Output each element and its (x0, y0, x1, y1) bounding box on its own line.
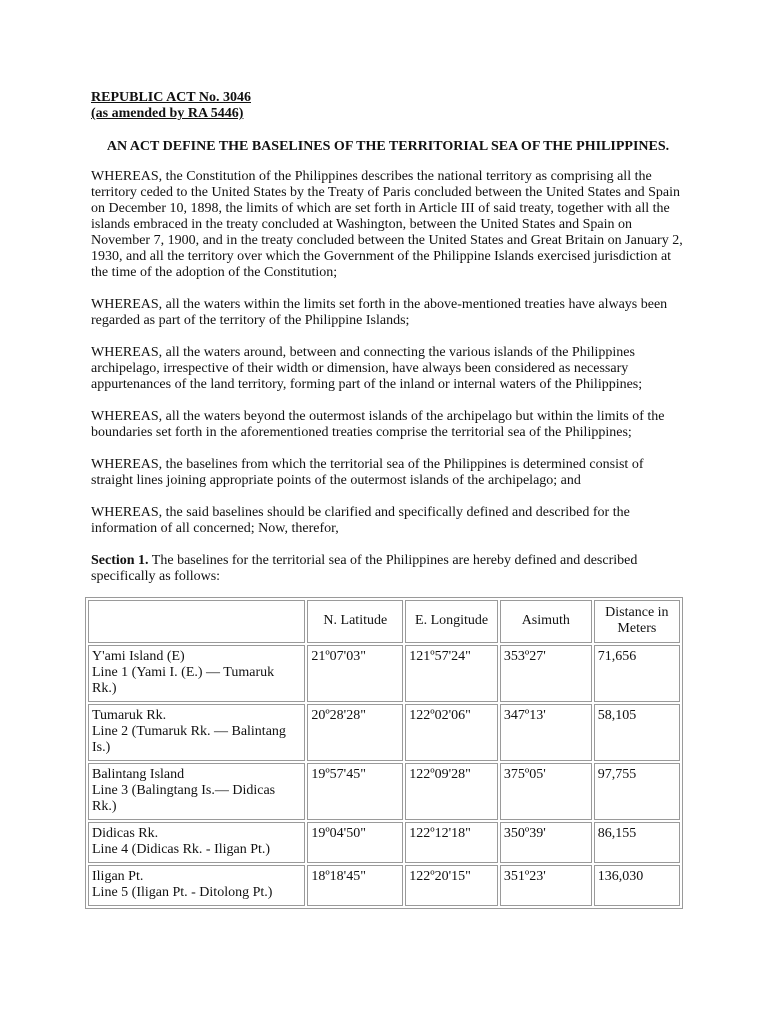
latitude-cell: 19º04'50" (307, 822, 403, 863)
distance-cell: 58,105 (594, 704, 680, 761)
point-name: Balintang Island (92, 767, 185, 782)
latitude-cell: 18º18'45" (307, 865, 403, 906)
whereas-paragraph: WHEREAS, the said baselines should be clarified and specifically defined and described for the information of all concerned; Now, therefor, (91, 505, 630, 536)
header-longitude: E. Longitude (405, 600, 498, 643)
latitude-cell: 21º07'03" (307, 645, 403, 702)
document-page (91, 90, 685, 909)
distance-cell: 97,755 (594, 763, 680, 820)
line-description: Line 5 (Iligan Pt. - Ditolong Pt.) (92, 885, 273, 900)
section-1-paragraph (91, 553, 685, 585)
point-cell (88, 704, 305, 761)
asimuth-cell: 351º23' (500, 865, 592, 906)
point-cell (88, 763, 305, 820)
point-name: Tumaruk Rk. (92, 708, 167, 723)
baselines-table (85, 597, 683, 909)
whereas-paragraph: WHEREAS, all the waters beyond the outermost islands of the archipelago but within the limits of the boundaries set forth in the aforementioned treaties comprise the territorial sea of the Philippines; (91, 409, 665, 440)
point-cell (88, 865, 305, 906)
table-row (88, 822, 680, 863)
point-name: Didicas Rk. (92, 826, 159, 841)
distance-cell: 71,656 (594, 645, 680, 702)
act-title: AN ACT DEFINE THE BASELINES OF THE TERRITORIAL SEA OF THE PHILIPPINES. (106, 139, 670, 154)
whereas-paragraph: WHEREAS, the Constitution of the Philippines describes the national territory as comprising all the territory ceded to the United States by the Treaty of Paris concluded between the United States and Spain on December 10, 1898, the limits of which are set forth in Article III of said treaty, together with all the islands embraced in the treaty concluded at Washington, between the United States and Spain on November 7, 1900, and in the treaty concluded between the United States and Great Britain on January 2, 1930, and all the territory over which the Government of the Philippine Islands exercised jurisdiction at the time of the adoption of the Constitution; (91, 169, 683, 280)
section-1-text: The baselines for the territorial sea of the Philippines are hereby defined and described specifically as follows: (91, 553, 638, 584)
latitude-cell: 20º28'28" (307, 704, 403, 761)
table-header-row (88, 600, 680, 643)
header-latitude: N. Latitude (307, 600, 403, 643)
whereas-paragraph: WHEREAS, all the waters around, between and connecting the various islands of the Philippines archipelago, irrespective of their width or dimension, have always been considered as necessary appurtenances of the land territory, forming part of the inland or internal waters of the Philippines; (91, 345, 643, 392)
asimuth-cell: 375º05' (500, 763, 592, 820)
distance-cell: 136,030 (594, 865, 680, 906)
table-row (88, 645, 680, 702)
line-description: Line 4 (Didicas Rk. - Iligan Pt.) (92, 842, 271, 857)
line-description: Line 3 (Balingtang Is.— Didicas Rk.) (92, 783, 276, 814)
section-1-label: Section 1. (91, 553, 149, 568)
longitude-cell: 122º02'06" (405, 704, 498, 761)
line-description: Line 2 (Tumaruk Rk. — Balintang Is.) (92, 724, 286, 755)
point-cell (88, 645, 305, 702)
whereas-paragraph: WHEREAS, the baselines from which the territorial sea of the Philippines is determined consist of straight lines joining appropriate points of the outermost islands of the archipelago; and (91, 457, 644, 488)
point-name: Y'ami Island (E) (92, 649, 185, 664)
latitude-cell: 19º57'45" (307, 763, 403, 820)
whereas-paragraph: WHEREAS, all the waters within the limits set forth in the above-mentioned treaties have always been regarded as part of the territory of the Philippine Islands; (91, 297, 668, 328)
longitude-cell: 122º12'18" (405, 822, 498, 863)
table-row (88, 763, 680, 820)
longitude-cell: 122º09'28" (405, 763, 498, 820)
point-name: Iligan Pt. (92, 869, 144, 884)
table-row (88, 704, 680, 761)
header-distance: Distance in Meters (594, 600, 680, 643)
header-blank (88, 600, 305, 643)
asimuth-cell: 347º13' (500, 704, 592, 761)
act-number: REPUBLIC ACT No. 3046 (91, 90, 251, 105)
header-asimuth: Asimuth (500, 600, 592, 643)
asimuth-cell: 353º27' (500, 645, 592, 702)
line-description: Line 1 (Yami I. (E.) — Tumaruk Rk.) (92, 665, 275, 696)
distance-cell: 86,155 (594, 822, 680, 863)
point-cell (88, 822, 305, 863)
asimuth-cell: 350º39' (500, 822, 592, 863)
table-row (88, 865, 680, 906)
longitude-cell: 122º20'15" (405, 865, 498, 906)
longitude-cell: 121º57'24" (405, 645, 498, 702)
amendment-note: (as amended by RA 5446) (91, 106, 244, 121)
